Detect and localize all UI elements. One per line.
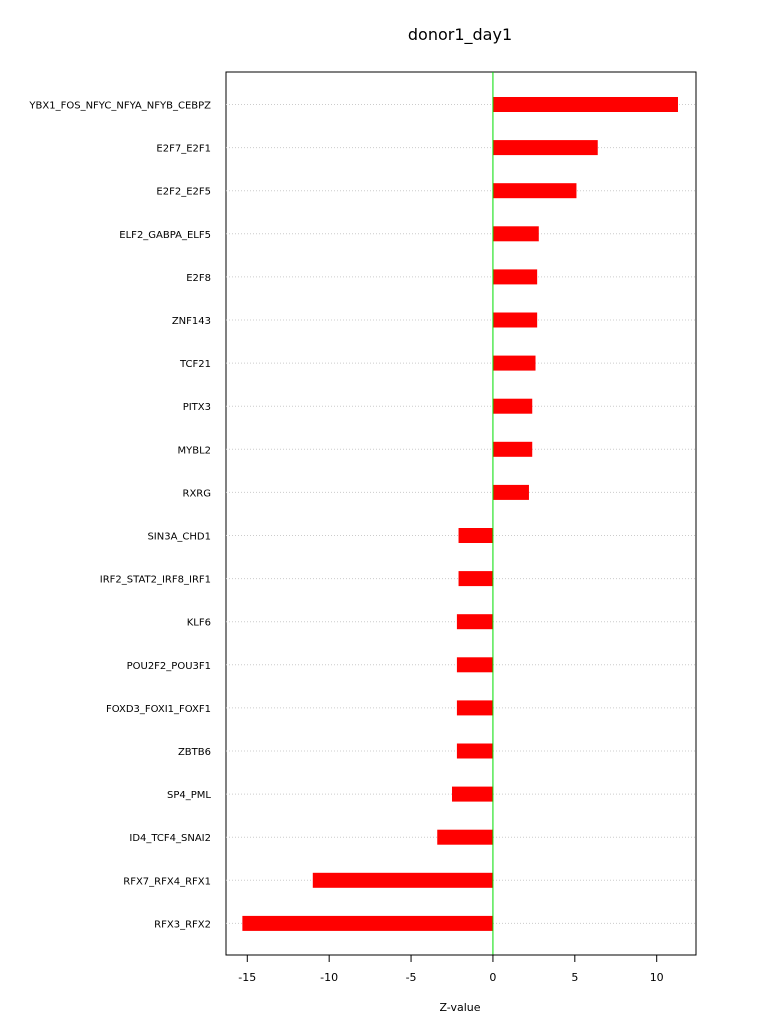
- x-tick-label: 5: [571, 971, 579, 984]
- bar: [313, 873, 493, 888]
- bar: [493, 269, 537, 284]
- x-tick-label: -15: [238, 971, 257, 984]
- category-label: IRF2_STAT2_IRF8_IRF1: [99, 574, 211, 586]
- category-label: E2F7_E2F1: [156, 143, 211, 155]
- category-label: RFX7_RFX4_RFX1: [123, 876, 211, 888]
- bar: [493, 97, 678, 112]
- bar: [459, 571, 493, 586]
- plot-frame: [226, 72, 696, 955]
- bar: [242, 916, 493, 931]
- category-label: ELF2_GABPA_ELF5: [119, 229, 211, 241]
- bar: [493, 356, 536, 371]
- x-axis: [238, 955, 663, 984]
- category-label: ID4_TCF4_SNAI2: [129, 833, 211, 845]
- bar: [457, 657, 493, 672]
- x-tick-label: 0: [489, 971, 497, 984]
- x-axis-title: Z-value: [439, 1001, 481, 1014]
- category-label: E2F2_E2F5: [156, 186, 211, 198]
- x-tick-label: -10: [320, 971, 339, 984]
- category-label: FOXD3_FOXI1_FOXF1: [106, 703, 211, 715]
- category-label: SP4_PML: [167, 790, 211, 802]
- bar: [493, 226, 539, 241]
- bar: [493, 313, 537, 328]
- bar: [457, 700, 493, 715]
- bar: [493, 183, 577, 198]
- bar: [457, 744, 493, 759]
- bar: [437, 830, 493, 845]
- category-label: ZBTB6: [177, 747, 211, 758]
- category-labels: [28, 101, 211, 931]
- bar: [493, 399, 532, 414]
- chart-title: donor1_day1: [407, 25, 513, 44]
- category-label: KLF6: [186, 617, 211, 629]
- bar: [459, 528, 493, 543]
- category-label: MYBL2: [177, 445, 211, 457]
- bar: [493, 442, 532, 457]
- category-label: E2F8: [186, 272, 211, 284]
- category-label: POU2F2_POU3F1: [126, 660, 211, 672]
- bar: [457, 614, 493, 629]
- category-label: TCF21: [180, 359, 211, 371]
- bar: [452, 787, 493, 802]
- bar: [493, 485, 529, 500]
- bar: [493, 140, 598, 155]
- category-label: PITX3: [182, 402, 211, 414]
- category-label: RFX3_RFX2: [154, 919, 211, 931]
- category-label: YBX1_FOS_NFYC_NFYA_NFYB_CEBPZ: [29, 100, 211, 112]
- category-label: RXRG: [182, 488, 211, 500]
- category-label: ZNF143: [171, 316, 211, 327]
- x-tick-label: -5: [405, 971, 417, 984]
- category-label: SIN3A_CHD1: [147, 531, 211, 543]
- bars-group: [242, 97, 678, 931]
- x-tick-label: 10: [649, 971, 664, 984]
